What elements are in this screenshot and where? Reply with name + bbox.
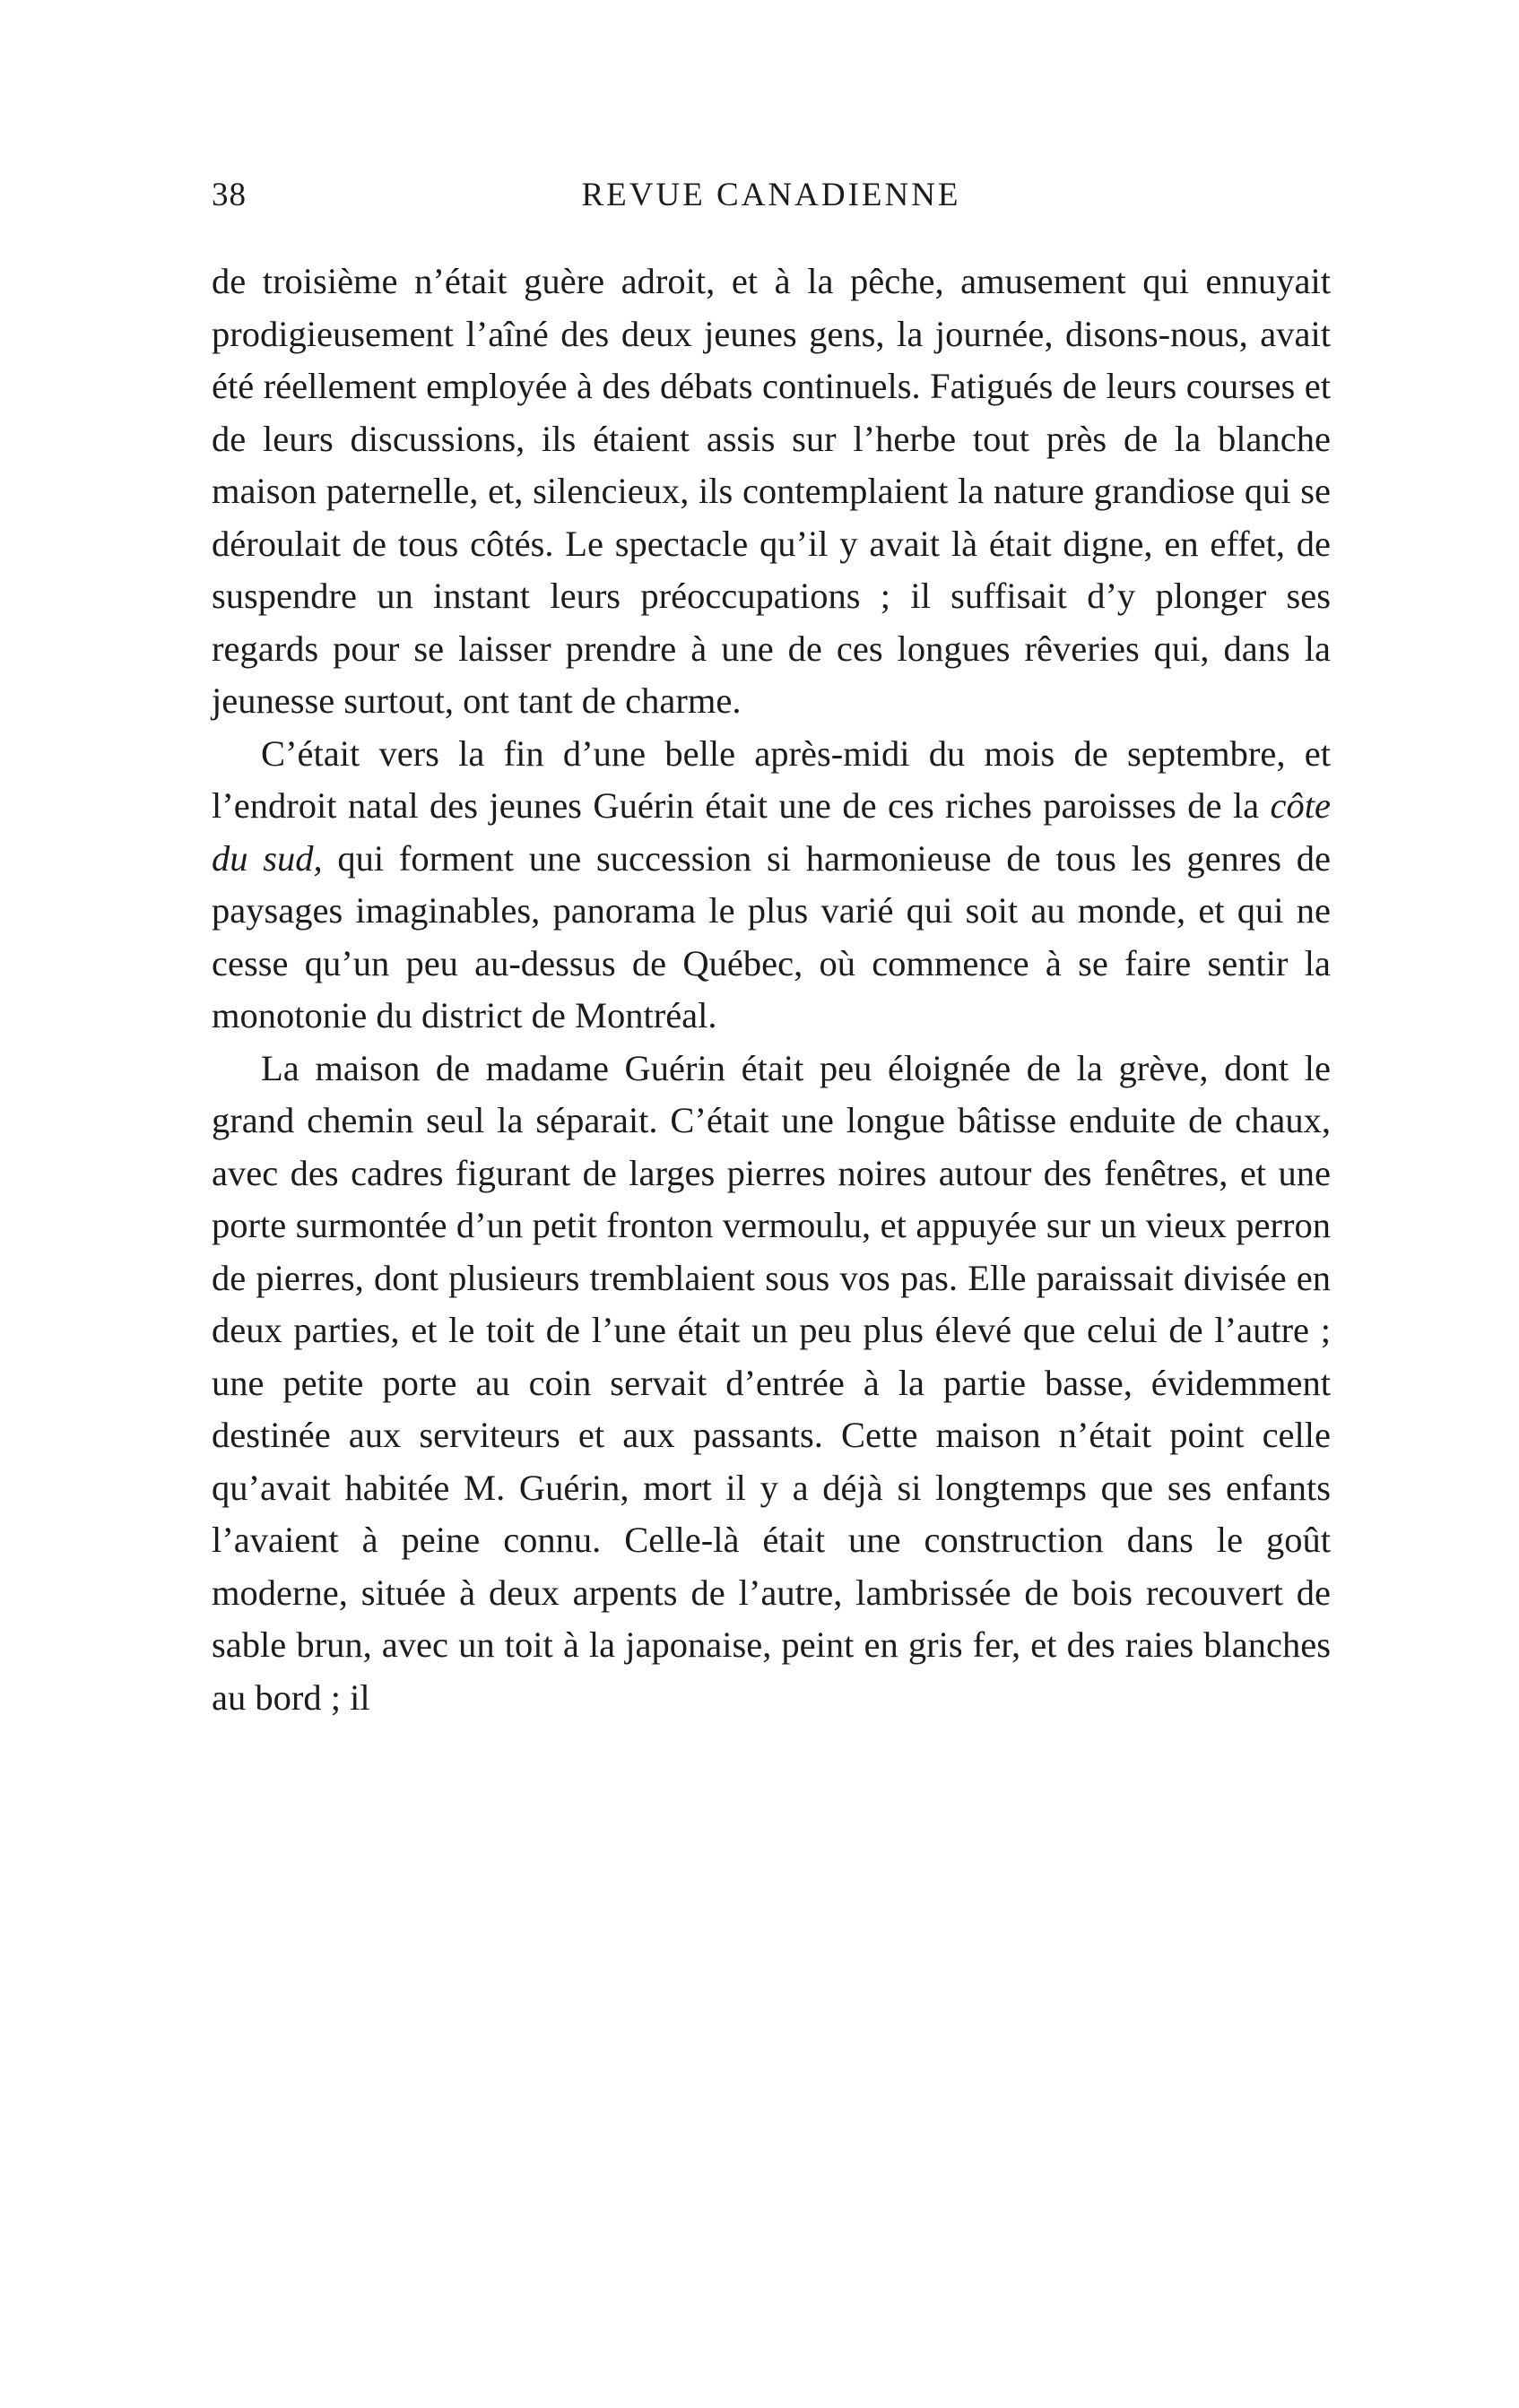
italic-place-name: côte du sud, [212, 785, 1331, 879]
text-segment: C’était vers la fin d’une belle après-midi du mois de septembre, et l’endroit natal des jeunes Guérin était une de ces riches paroisses de la [212, 732, 1331, 826]
page-number: 38 [212, 177, 247, 213]
paragraph-1 [212, 256, 1331, 728]
journal-title: REVUE CANADIENNE [581, 177, 961, 213]
text-segment: qui forment une succession si harmonieuse de tous les genres de paysages imaginables, panorama le plus varié qui soit au monde, et qui ne cesse qu’un peu au-dessus de Québec, où commence à se faire sentir la monotonie du district de Montréal. [212, 837, 1331, 1035]
text-segment: de troisième n’était guère adroit, et à la pêche, amusement qui ennuyait prodigieusement l’aîné des deux jeunes gens, la journée, disons-nous, avait été réellement employée à des débats continuels. Fatigués de leurs courses et de leurs discussions, ils étaient assis sur l’herbe tout près de la blanche maison paternelle, et, silencieux, ils contemplaient la nature grandiose qui se déroulait de tous côtés. Le spectacle qu’il y avait là était digne, en effet, de suspendre un instant leurs préoccupations ; il suffisait d’y plonger ses regards pour se laisser prendre à une de ces longues rêveries qui, dans la jeunesse surtout, ont tant de charme. [212, 261, 1331, 721]
paragraph-2 [212, 728, 1331, 1043]
running-head [212, 176, 1331, 221]
body-text [212, 256, 1331, 1724]
paragraph-3 [212, 1043, 1331, 1725]
text-segment: La maison de madame Guérin était peu éloignée de la grève, dont le grand chemin seul la séparait. C’était une longue bâtisse enduite de chaux, avec des cadres figurant de larges pierres noires autour des fenêtres, et une porte surmontée d’un petit fronton vermoulu, et appuyée sur un vieux perron de pierres, dont plusieurs tremblaient sous vos pas. Elle paraissait divisée en deux parties, et le toit de l’une était un peu plus élevé que celui de l’autre ; une petite porte au coin servait d’entrée à la partie basse, évidemment destinée aux serviteurs et aux passants. Cette maison n’était point celle qu’avait habitée M. Guérin, mort il y a déjà si longtemps que ses enfants l’avaient à peine connu. Celle-là était une construction dans le goût moderne, située à deux arpents de l’autre, lambrissée de bois recouvert de sable brun, avec un toit à la japonaise, peint en gris fer, et des raies blanches au bord ; il [212, 1047, 1331, 1718]
